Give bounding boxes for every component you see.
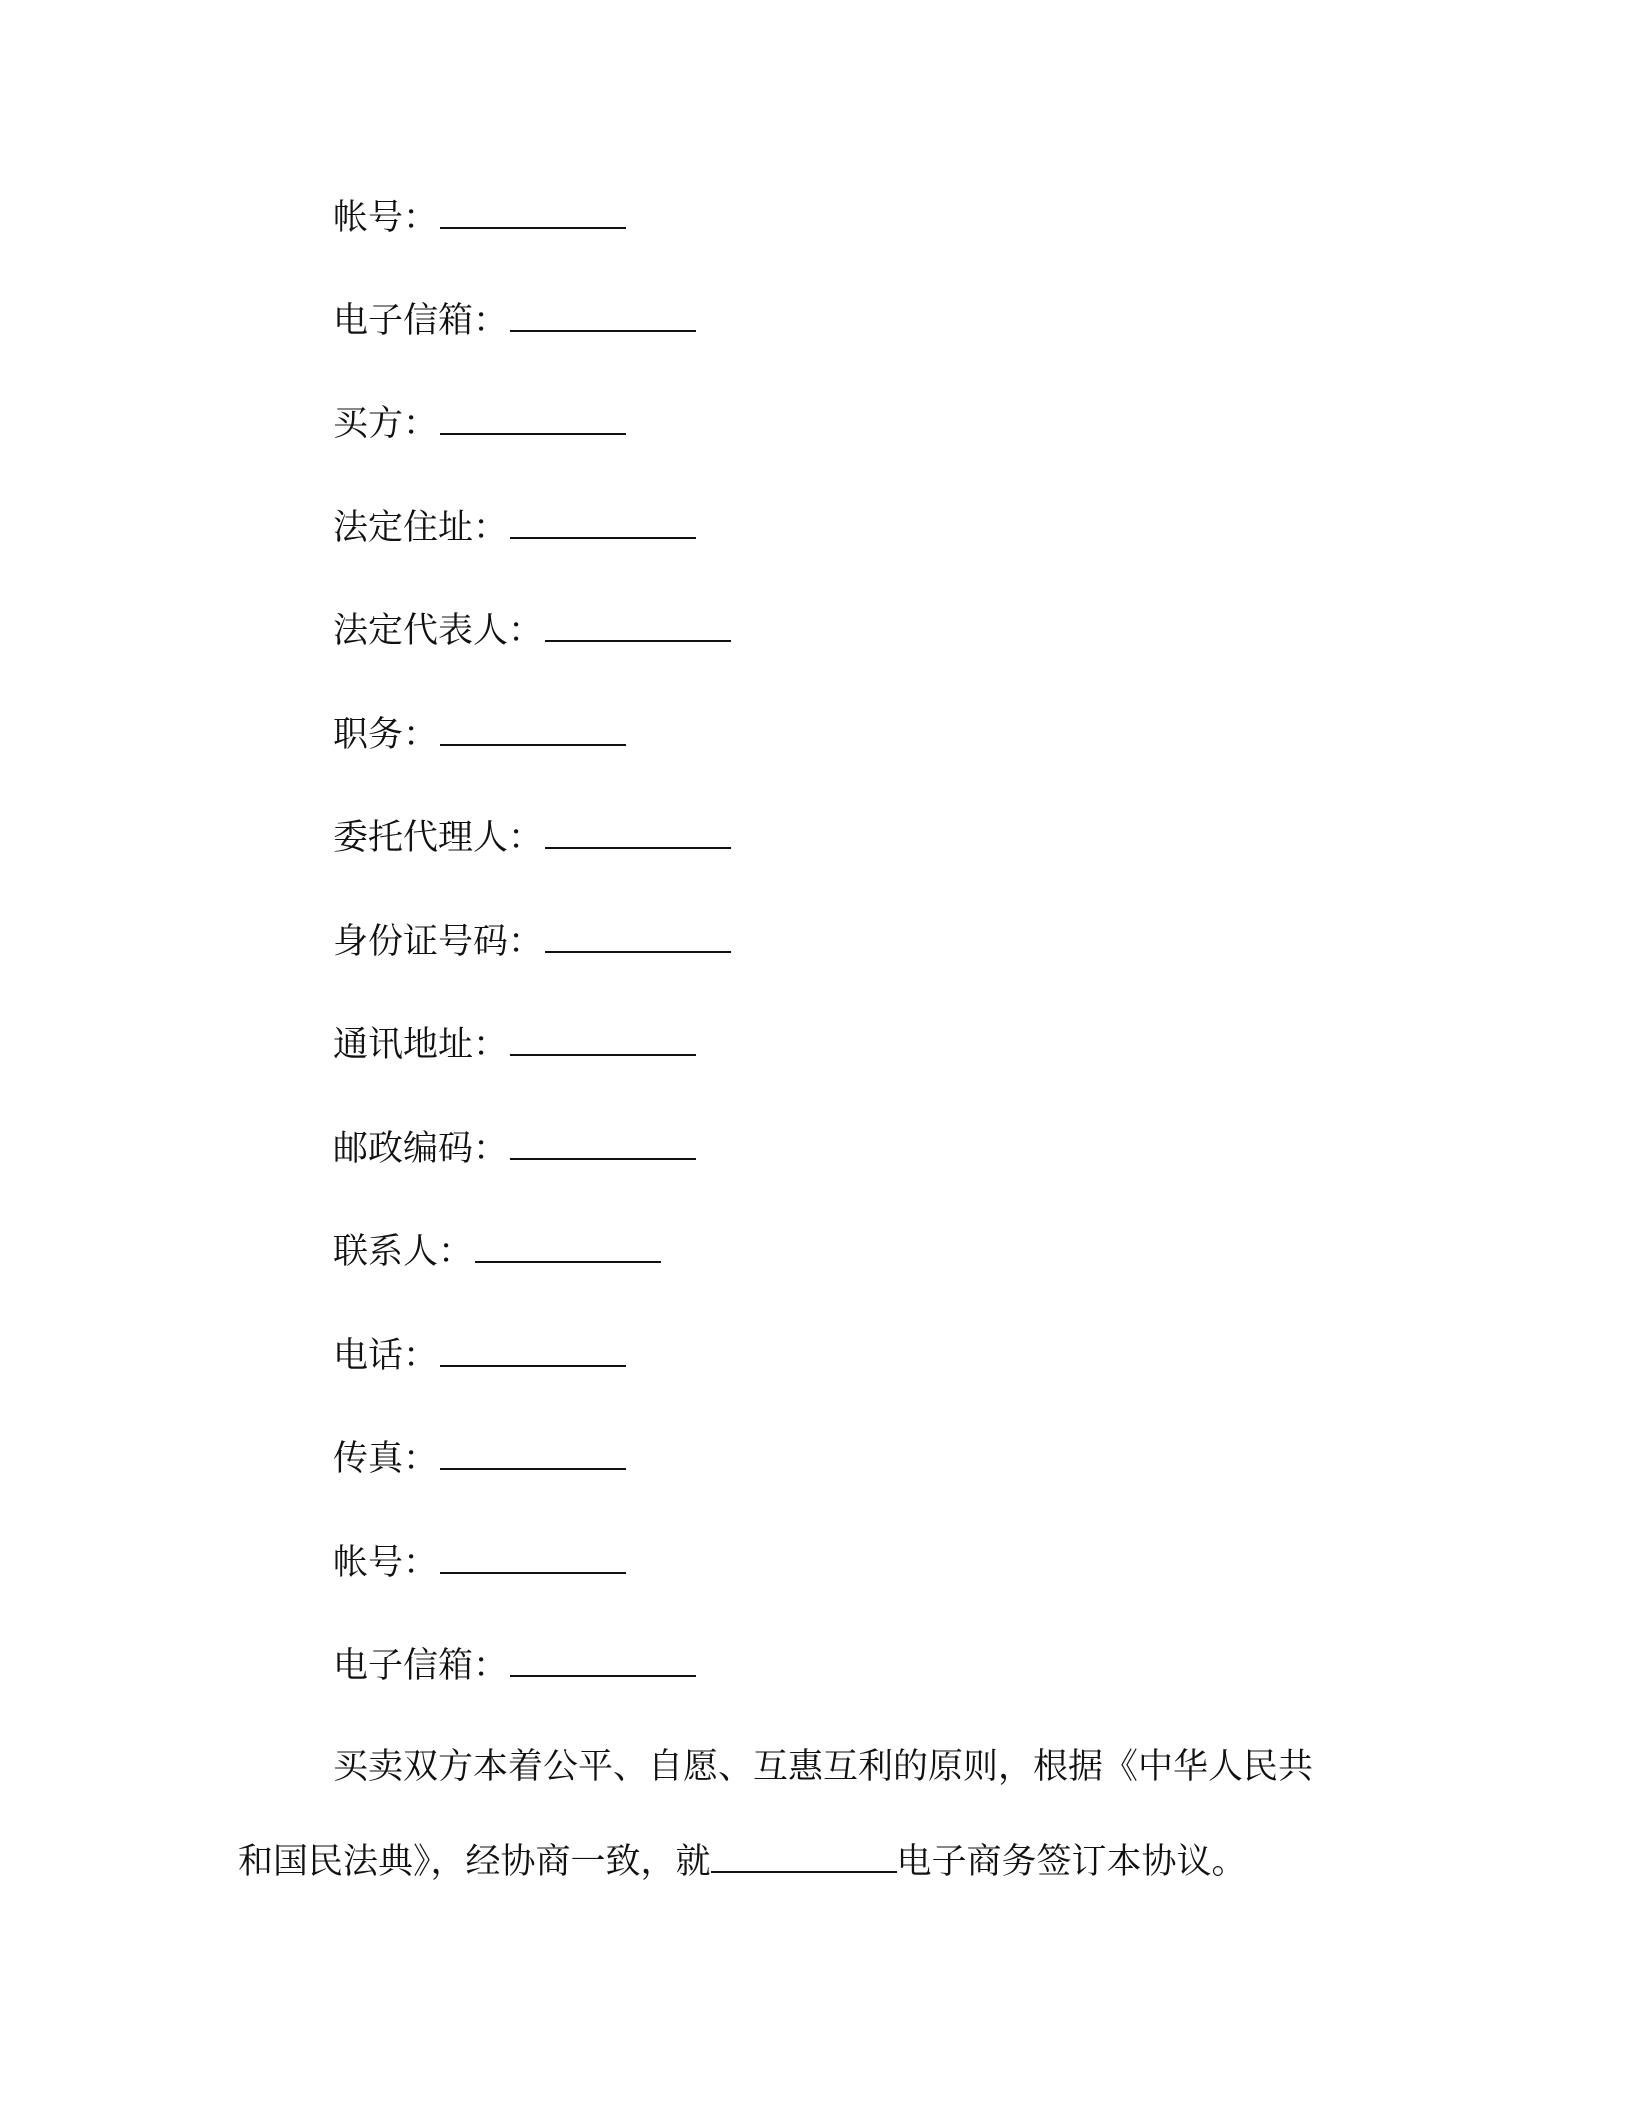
blank-line	[510, 1641, 696, 1677]
field-label: 电子信箱：	[333, 1646, 509, 1686]
blank-line	[510, 1124, 696, 1160]
field-label: 法定代表人：	[333, 611, 544, 651]
field-email-2	[333, 1641, 696, 1688]
blank-line	[510, 1020, 696, 1056]
field-phone	[333, 1331, 626, 1378]
field-label: 传真：	[333, 1439, 439, 1479]
field-label: 职务：	[333, 715, 439, 755]
blank-line	[440, 1331, 626, 1367]
field-legal-representative	[333, 606, 731, 653]
field-label: 联系人：	[333, 1232, 474, 1272]
field-label: 通讯地址：	[333, 1025, 509, 1065]
blank-line	[440, 1434, 626, 1470]
blank-line	[510, 503, 696, 539]
field-label: 电子信箱：	[333, 301, 509, 341]
field-mailing-address	[333, 1020, 696, 1067]
blank-line	[545, 606, 731, 642]
field-label: 委托代理人：	[333, 818, 544, 858]
field-postal-code	[333, 1124, 696, 1171]
blank-line	[440, 193, 626, 229]
blank-line	[440, 1538, 626, 1574]
field-legal-address	[333, 503, 696, 550]
field-label: 帐号：	[333, 198, 439, 238]
blank-line	[440, 710, 626, 746]
field-buyer	[333, 399, 626, 446]
field-label: 邮政编码：	[333, 1129, 509, 1169]
paragraph-text-before-blank: 和国民法典》，经协商一致，就	[238, 1842, 711, 1882]
field-account-2	[333, 1538, 626, 1585]
field-authorized-agent	[333, 813, 731, 860]
field-email	[333, 296, 696, 343]
paragraph-text-after-blank: 电子商务签订本协议。	[896, 1842, 1247, 1882]
blank-line	[440, 399, 626, 435]
field-label: 身份证号码：	[333, 922, 544, 962]
blank-line	[545, 813, 731, 849]
field-account	[333, 193, 626, 240]
blank-line	[545, 917, 731, 953]
field-contact-person	[333, 1227, 661, 1274]
blank-line	[711, 1837, 897, 1873]
blank-line	[510, 296, 696, 332]
blank-line	[475, 1227, 661, 1263]
field-fax	[333, 1434, 626, 1481]
field-label: 电话：	[333, 1336, 439, 1376]
paragraph-line-1: 买卖双方本着公平、自愿、互惠互利的原则，根据《中华人民共	[333, 1747, 1314, 1787]
paragraph-line-2	[238, 1837, 1247, 1884]
field-label: 买方：	[333, 404, 439, 444]
field-label: 帐号：	[333, 1543, 439, 1583]
field-label: 法定住址：	[333, 508, 509, 548]
field-position	[333, 710, 626, 757]
field-id-number	[333, 917, 731, 964]
